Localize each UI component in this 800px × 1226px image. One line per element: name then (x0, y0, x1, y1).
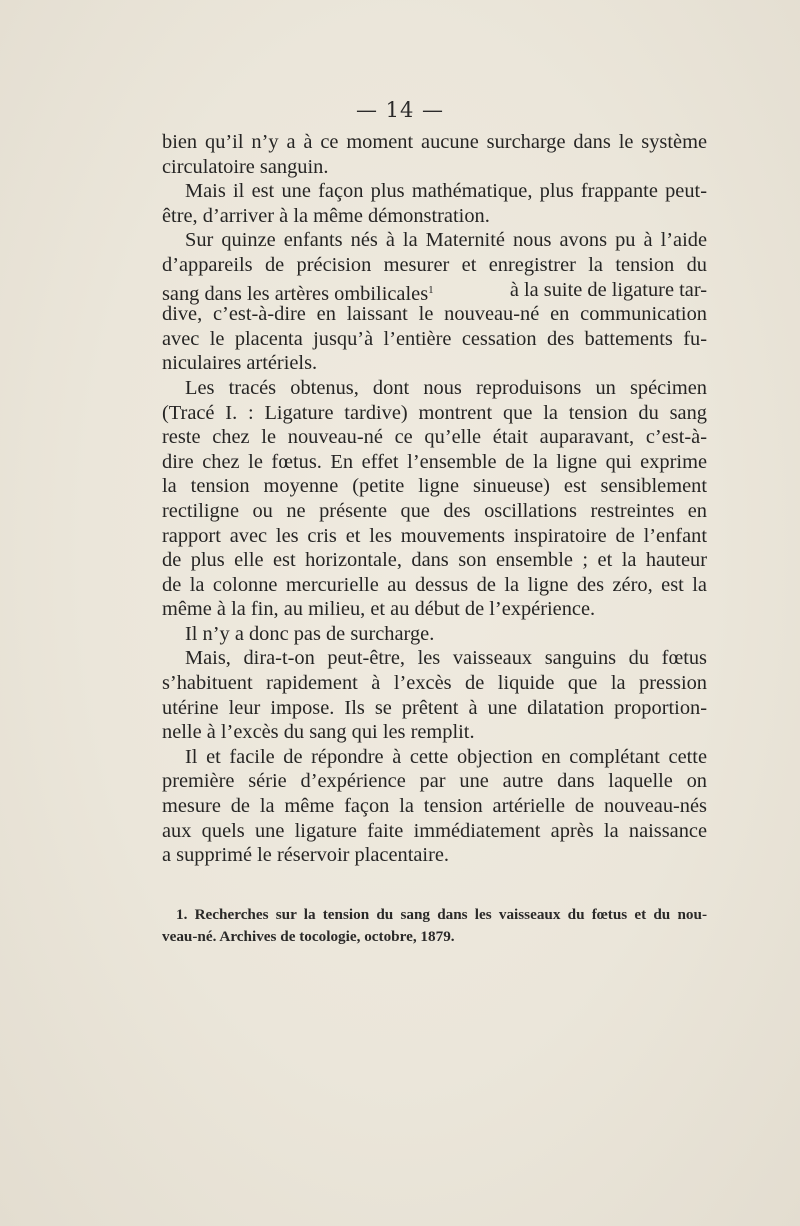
text-line: mesure de la même façon la tension artérielle de nouveau-nés (162, 795, 707, 818)
text-line: Sur quinze enfants nés à la Maternité nous avons pu à l’aide (185, 229, 707, 252)
footnote-line: veau-né. Archives de tocologie, octobre, 1879. (162, 928, 455, 945)
text-line: s’habituent rapidement à l’excès de liquide que la pression (162, 672, 707, 695)
text-line: la tension moyenne (petite ligne sinueuse) est sensiblement (162, 475, 707, 498)
text-line: première série d’expérience par une autre dans laquelle on (162, 770, 707, 793)
text-line: Mais il est une façon plus mathématique, plus frappante peut- (185, 180, 707, 203)
text-line: dire chez le fœtus. En effet l’ensemble de la ligne qui exprime (162, 450, 707, 473)
text-line: avec le placenta jusqu’à l’entière cessation des battements fu- (162, 327, 707, 350)
text-line: Mais, dira-t-on peut-être, les vaisseaux sanguins du fœtus (185, 647, 707, 670)
text-line: Les tracés obtenus, dont nous reproduisons un spécimen (185, 376, 707, 399)
text-line: (Tracé I. : Ligature tardive) montrent que la tension du sang (162, 401, 707, 424)
text-segment: sang dans les artères ombilicales$^1$ (162, 282, 434, 305)
text-line: rectiligne ou ne présente que des oscillations restreintes en (162, 499, 707, 522)
text-line-with-footnote (162, 278, 707, 303)
text-line: utérine leur impose. Ils se prêtent à une dilatation proportion- (162, 696, 707, 719)
text-line: Il et facile de répondre à cette objection en complétant cette (185, 745, 707, 768)
text-line: Il n’y a donc pas de surcharge. (185, 622, 435, 645)
text-line: a supprimé le réservoir placentaire. (162, 844, 450, 867)
text-line: niculaires artériels. (162, 352, 318, 375)
text-line: bien qu’il n’y a à ce moment aucune surcharge dans le système (162, 131, 707, 153)
text-segment: à la suite de ligature tar- (509, 278, 707, 301)
footnote-line: 1. Recherches sur la tension du sang dans les vaisseaux du fœtus et du nou- (176, 906, 707, 923)
text-line: aux quels une ligature faite immédiatement après la naissance (162, 819, 707, 842)
text-line: nelle à l’excès du sang qui les remplit. (162, 721, 475, 744)
text-line: circulatoire sanguin. (162, 155, 329, 178)
footnote (162, 904, 707, 948)
text-line: dive, c’est-à-dire en laissant le nouveau-né en communication (162, 303, 707, 326)
text-line: d’appareils de précision mesurer et enregistrer la tension du (162, 253, 707, 276)
text-line: reste chez le nouveau-né ce qu’elle était auparavant, c’est-à- (162, 426, 707, 449)
text-line: être, d’arriver à la même démonstration. (162, 204, 490, 227)
page-number: — 14 — (355, 98, 445, 122)
text-line: rapport avec les cris et les mouvements inspiratoire de l’enfant (162, 524, 707, 547)
text-line: de plus elle est horizontale, dans son ensemble ; et la hauteur (162, 549, 707, 572)
footnote-marker[interactable]: 1 (428, 283, 434, 296)
main-text (162, 130, 707, 868)
text-line: même à la fin, au milieu, et au début de l’expérience. (162, 598, 596, 621)
text-line: de la colonne mercurielle au dessus de la ligne des zéro, est la (162, 573, 707, 596)
